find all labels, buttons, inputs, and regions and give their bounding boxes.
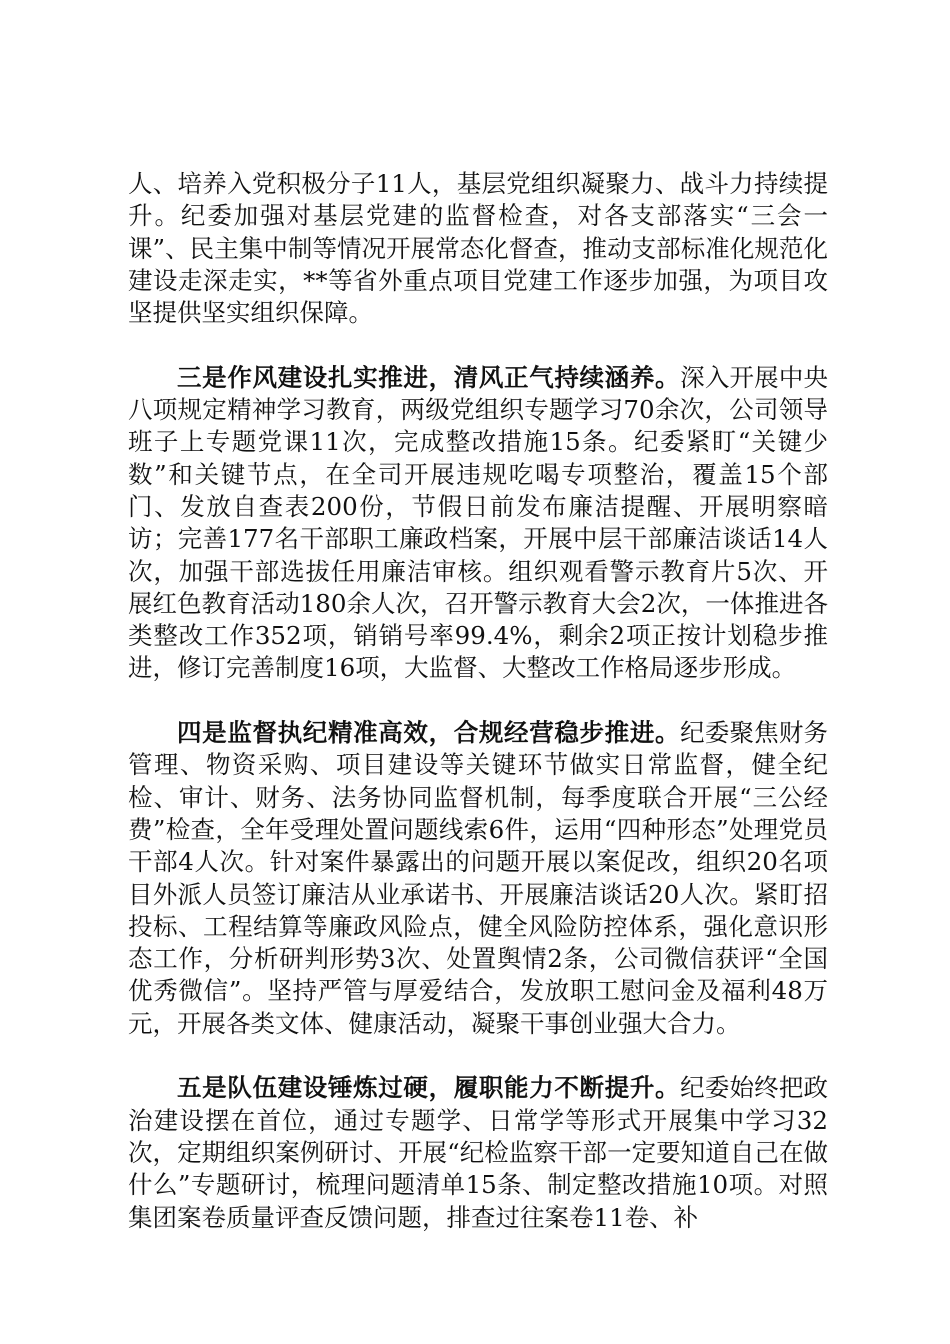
paragraph-text: 纪委始终把政治建设摆在首位，通过专题学、日常学等形式开展集中学习32次，定期组织案例研讨、开展“纪检监察干部一定要知道自己在做什么”专题研讨，梳理问题清单15条、制定整改措施10项。对照集团案卷质量评查反馈问题，排查过往案卷11卷、补 — [128, 1073, 828, 1232]
paragraph-supervision — [128, 717, 828, 1040]
paragraph-lead-heading: 三是作风建设扎实推进，清风正气持续涵养。 — [177, 362, 681, 392]
paragraph-team-building — [128, 1072, 828, 1233]
paragraph-text: 人、培养入党积极分子11人，基层党组织凝聚力、战斗力持续提升。纪委加强对基层党建的监督检查，对各支部落实“三会一课”、民主集中制等情况开展常态化督查，推动支部标准化规范化建设走深走实，**等省外重点项目党建工作逐步加强，为项目攻坚提供坚实组织保障。 — [128, 169, 828, 328]
paragraph-work-style — [128, 362, 828, 685]
paragraph-lead-heading: 四是监督执纪精准高效，合规经营稳步推进。 — [177, 718, 681, 748]
paragraph-party-building-continued — [128, 168, 828, 329]
paragraph-text: 深入开展中央八项规定精神学习教育，两级党组织专题学习70余次，公司领导班子上专题党课11次，完成整改措施15条。纪委紧盯“关键少数”和关键节点，在全司开展违规吃喝专项整治，覆盖15个部门、发放自查表200份，节假日前发布廉洁提醒、开展明察暗访；完善177名干部职工廉政档案，开展中层干部廉洁谈话14人次，加强干部选拔任用廉洁审核。组织观看警示教育片5次、开展红色教育活动180余人次，召开警示教育大会2次，一体推进各类整改工作352项，销销号率99.4%，剩余2项正按计划稳步推进，修订完善制度16项，大监督、大整改工作格局逐步形成。 — [128, 362, 828, 683]
document-body — [128, 168, 828, 1266]
paragraph-lead-heading: 五是队伍建设锤炼过硬，履职能力不断提升。 — [177, 1073, 681, 1103]
paragraph-text: 纪委聚焦财务管理、物资采购、项目建设等关键环节做实日常监督，健全纪检、审计、财务、法务协同监督机制，每季度联合开展“三公经费”检查，全年受理处置问题线索6件，运用“四种形态”处理党员干部4人次。针对案件暴露出的问题开展以案促改，组织20名项目外派人员签订廉洁从业承诺书、开展廉洁谈话20人次。紧盯招投标、工程结算等廉政风险点，健全风险防控体系，强化意识形态工作，分析研判形势3次、处置舆情2条，公司微信获评“全国优秀微信”。坚持严管与厚爱结合，发放职工慰问金及福利48万元，开展各类文体、健康活动，凝聚干事创业强大合力。 — [128, 718, 828, 1038]
